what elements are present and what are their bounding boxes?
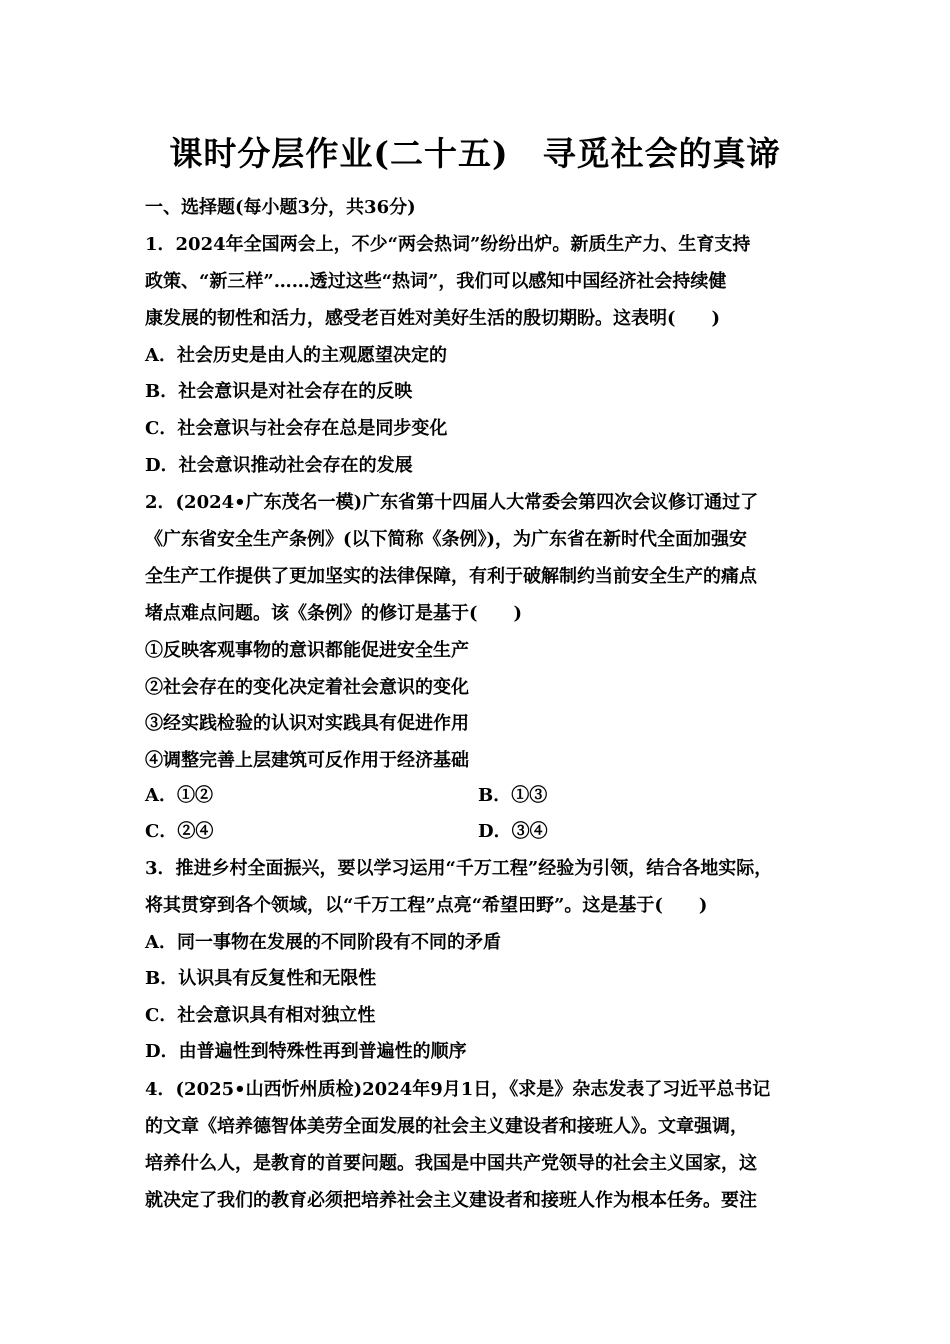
q2-stem-line: 堵点难点问题。该《条例》的修订是基于( ) [145, 603, 523, 624]
q4-stem-line: 4．(2025•山西忻州质检)2024年9月1日，《求是》杂志发表了习近平总书记 [145, 1079, 771, 1100]
q2-option-d: D．③④ [478, 821, 548, 842]
q3-option-d: D．由普遍性到特殊性再到普遍性的顺序 [145, 1041, 467, 1062]
q3-option-b: B．认识具有反复性和无限性 [145, 968, 377, 989]
q1-option-d: D．社会意识推动社会存在的发展 [145, 455, 413, 476]
q2-option-c: C．②④ [145, 821, 214, 842]
q2-stem-line: 2．(2024•广东茂名一模)广东省第十四届人大常委会第四次会议修订通过了 [145, 492, 759, 513]
q1-stem-line: 1．2024年全国两会上，不少“两会热词”纷纷出炉。新质生产力、生育支持 [145, 234, 751, 255]
q4-stem-line: 就决定了我们的教育必须把培养社会主义建设者和接班人作为根本任务。要注 [145, 1190, 757, 1211]
q2-statement-4: ④调整完善上层建筑可反作用于经济基础 [145, 750, 469, 771]
q2-statement-3: ③经实践检验的认识对实践具有促进作用 [145, 713, 469, 734]
q2-stem-line: 《广东省安全生产条例》(以下简称《条例》)，为广东省在新时代全面加强安 [145, 529, 748, 550]
q4-stem-line: 的文章《培养德智体美劳全面发展的社会主义建设者和接班人》。文章强调， [145, 1116, 748, 1137]
q1-stem-line: 政策、“新三样”……透过这些“热词”，我们可以感知中国经济社会持续健 [145, 271, 727, 292]
q4-stem-line: 培养什么人，是教育的首要问题。我国是中国共产党领导的社会主义国家，这 [145, 1153, 757, 1174]
q2-statement-2: ②社会存在的变化决定着社会意识的变化 [145, 677, 469, 698]
q1-stem-line: 康发展的韧性和活力，感受老百姓对美好生活的殷切期盼。这表明( ) [145, 308, 721, 329]
q3-option-c: C．社会意识具有相对独立性 [145, 1005, 376, 1026]
q1-option-a: A．社会历史是由人的主观愿望决定的 [145, 345, 447, 366]
q2-statement-1: ①反映客观事物的意识都能促进安全生产 [145, 640, 469, 661]
document-title: 课时分层作业(二十五) 寻觅社会的真谛 [169, 134, 781, 173]
q1-option-b: B．社会意识是对社会存在的反映 [145, 381, 413, 402]
q3-option-a: A．同一事物在发展的不同阶段有不同的矛盾 [145, 932, 501, 953]
q3-stem-line: 将其贯穿到各个领域，以“千万工程”点亮“希望田野”。这是基于( ) [145, 895, 708, 916]
q2-stem-line: 全生产工作提供了更加坚实的法律保障，有利于破解制约当前安全生产的痛点 [145, 566, 757, 587]
q2-option-a: A．①② [145, 785, 213, 806]
q3-stem-line: 3．推进乡村全面振兴，要以学习运用“千万工程”经验为引领，结合各地实际， [145, 858, 773, 879]
section-heading: 一、选择题(每小题3分，共36分) [145, 197, 416, 218]
q1-option-c: C．社会意识与社会存在总是同步变化 [145, 418, 448, 439]
q2-option-b: B．①③ [478, 785, 548, 806]
